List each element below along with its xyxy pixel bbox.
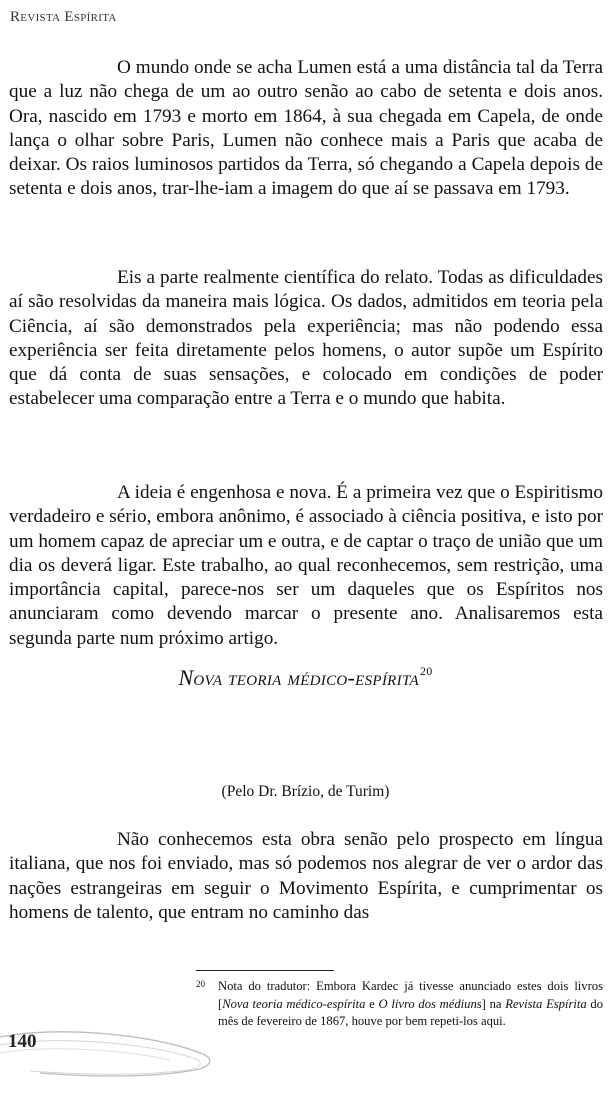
footnote-mid: ] na: [481, 996, 506, 1011]
footnote: [196, 978, 603, 1031]
footnote-text: [218, 978, 603, 1031]
paragraph-text: O mundo onde se acha Lumen está a uma distância tal da Terra que a luz não chega de um ao outro senão ao cabo de setenta e dois anos. Ora, nascido em 1793 e morto em 1864, à sua chegada em Capela, de onde lança o olhar sobre Paris, Lumen não conhece mais a Paris que acaba de deixar. Os raios luminosos partidos da Terra, só chegando a Capela depois de setenta e dois anos, trar-lhe-iam a imagem do que aí se passava em 1793.: [9, 57, 603, 200]
paragraph-1: [9, 56, 603, 202]
page-number: 140: [8, 1031, 37, 1052]
paragraph-text: Não conhecemos esta obra senão pelo prospecto em língua italiana, que nos foi enviado, mas só podemos nos alegrar de ver o ardor das nações estrangeiras em seguir o Movimento Espírita, e cumprimentar os homens de talento, que entram no caminho das: [9, 829, 603, 923]
paragraph-text: Eis a parte realmente científica do relato. Todas as dificuldades aí são resolvidas da maneira mais lógica. Os dados, admitidos em teoria pela Ciência, aí são demonstrados pela experiência; mas não podendo essa experiência ser feita diretamente pelos homens, o autor supõe um Espírito que dá conta de suas sensações, e colocado em condições de poder estabelecer uma comparação entre a Terra e o mundo que habita.: [9, 267, 603, 410]
footnote-book-title-2: O livro dos médiuns: [378, 996, 482, 1011]
footnote-lead: Nota do tradutor: Embora Kardec já tivesse anunciado estes dois livros [: [218, 979, 603, 1011]
section-title: [0, 664, 611, 691]
footnote-tail: do mês de fevereiro de 1867, houve por bem repeti-los aqui.: [218, 996, 603, 1028]
footnote-conjunction: e: [365, 996, 379, 1011]
footnote-book-title-1: Nova teoria médico-espírita: [222, 996, 366, 1011]
running-header: Revista Espírita: [10, 9, 117, 25]
section-byline: (Pelo Dr. Brízio, de Turim): [221, 783, 390, 800]
section-title-text: Nova teoria médico-espírita: [178, 665, 419, 690]
paragraph-text: A ideia é engenhosa e nova. É a primeira vez que o Espiritismo verdadeiro e sério, embora anônimo, é associado à ciência positiva, e isto por um homem capaz de apreciar um e outra, e de captar o traço de união que um dia os deverá ligar. Este trabalho, ao qual reconhecemos, sem restrição, uma importância capital, parece-nos ser um daqueles que os Espíritos nos anunciaram como devendo marcar o presente ano. Analisaremos esta segunda parte num próximo artigo.: [9, 482, 604, 649]
footnote-number: 20: [196, 979, 205, 989]
footnote-divider: [196, 970, 334, 971]
footnote-journal-title: Revista Espírita: [505, 996, 587, 1011]
footnote-reference[interactable]: 20: [419, 664, 433, 678]
paragraph-4: [9, 828, 603, 925]
paragraph-3: [9, 481, 603, 651]
paragraph-2: [9, 266, 603, 412]
